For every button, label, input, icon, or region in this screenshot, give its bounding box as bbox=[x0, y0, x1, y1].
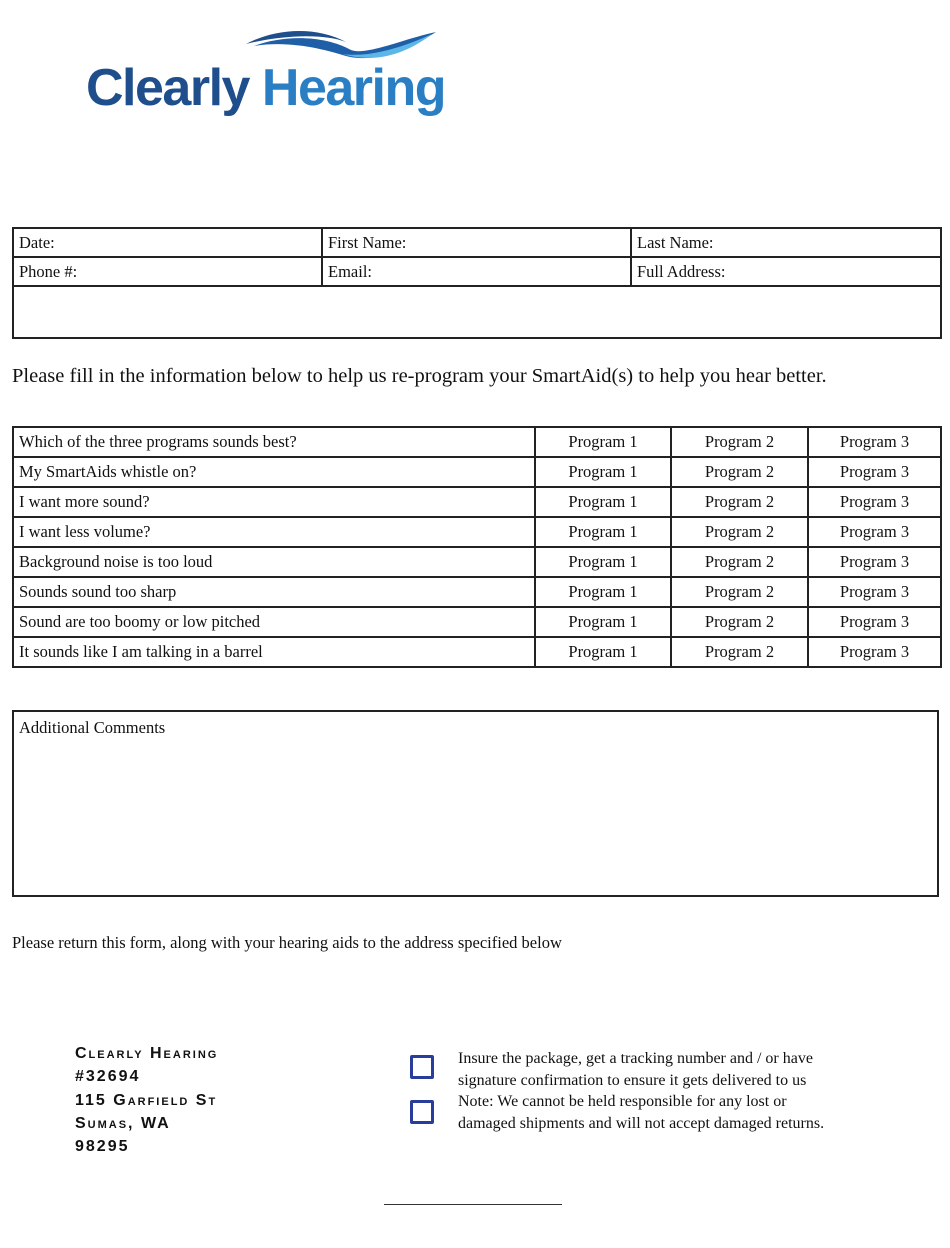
phone-field[interactable] bbox=[13, 257, 322, 286]
insure-package-checkbox[interactable] bbox=[410, 1055, 434, 1079]
program-2-option[interactable]: Program 2 bbox=[671, 637, 808, 667]
address-line-company: Clearly Hearing bbox=[75, 1045, 219, 1062]
phone-label: Phone #: bbox=[19, 261, 78, 281]
program-1-option[interactable]: Program 1 bbox=[535, 457, 671, 487]
program-questions-table bbox=[12, 426, 942, 668]
address-line-zip: 98295 bbox=[75, 1138, 130, 1156]
signature-line bbox=[384, 1204, 562, 1205]
info-row-2 bbox=[13, 257, 941, 286]
program-3-option[interactable]: Program 3 bbox=[808, 517, 941, 547]
customer-info-table bbox=[12, 227, 942, 339]
question-label: My SmartAids whistle on? bbox=[13, 457, 535, 487]
first-name-label: First Name: bbox=[328, 232, 407, 252]
program-question-row bbox=[13, 547, 941, 577]
program-question-row bbox=[13, 457, 941, 487]
program-question-row bbox=[13, 607, 941, 637]
program-2-option[interactable]: Program 2 bbox=[671, 487, 808, 517]
shipping-note-line-2: signature confirmation to ensure it gets delivered to us bbox=[458, 1071, 807, 1089]
wave-logo-icon bbox=[246, 28, 436, 62]
program-question-row bbox=[13, 577, 941, 607]
program-question-row bbox=[13, 487, 941, 517]
program-question-row bbox=[13, 427, 941, 457]
address-line-suite: #32694 bbox=[75, 1068, 141, 1086]
question-label: Which of the three programs sounds best? bbox=[13, 427, 535, 457]
shipping-note-line-3: Note: We cannot be held responsible for any lost or bbox=[458, 1093, 787, 1110]
program-3-option[interactable]: Program 3 bbox=[808, 427, 941, 457]
logo-text bbox=[86, 58, 445, 118]
last-name-field[interactable] bbox=[631, 228, 941, 257]
clearly-hearing-logo bbox=[86, 28, 456, 120]
question-label: It sounds like I am talking in a barrel bbox=[13, 637, 535, 667]
return-instructions: Please return this form, along with your hearing aids to the address specified below bbox=[12, 933, 562, 952]
first-name-field[interactable] bbox=[322, 228, 631, 257]
date-label: Date: bbox=[19, 232, 55, 252]
email-label: Email: bbox=[328, 261, 372, 281]
liability-note-checkbox[interactable] bbox=[410, 1100, 434, 1124]
program-1-option[interactable]: Program 1 bbox=[535, 427, 671, 457]
question-label: Sound are too boomy or low pitched bbox=[13, 607, 535, 637]
return-address bbox=[75, 1042, 218, 1158]
program-3-option[interactable]: Program 3 bbox=[808, 487, 941, 517]
logo-text-clearly: Clearly bbox=[86, 59, 249, 117]
program-3-option[interactable]: Program 3 bbox=[808, 547, 941, 577]
program-2-option[interactable]: Program 2 bbox=[671, 457, 808, 487]
program-3-option[interactable]: Program 3 bbox=[808, 457, 941, 487]
program-3-option[interactable]: Program 3 bbox=[808, 577, 941, 607]
program-1-option[interactable]: Program 1 bbox=[535, 487, 671, 517]
program-1-option[interactable]: Program 1 bbox=[535, 577, 671, 607]
full-address-label: Full Address: bbox=[637, 261, 726, 281]
program-1-option[interactable]: Program 1 bbox=[535, 637, 671, 667]
program-1-option[interactable]: Program 1 bbox=[535, 517, 671, 547]
email-field[interactable] bbox=[322, 257, 631, 286]
program-2-option[interactable]: Program 2 bbox=[671, 517, 808, 547]
date-field[interactable] bbox=[13, 228, 322, 257]
program-question-row bbox=[13, 637, 941, 667]
last-name-label: Last Name: bbox=[637, 232, 714, 252]
question-label: Sounds sound too sharp bbox=[13, 577, 535, 607]
full-address-field[interactable] bbox=[631, 257, 941, 286]
shipping-note-line-4: damaged shipments and will not accept damaged returns. bbox=[458, 1114, 825, 1132]
info-row-3 bbox=[13, 286, 941, 338]
program-2-option[interactable]: Program 2 bbox=[671, 577, 808, 607]
program-2-option[interactable]: Program 2 bbox=[671, 607, 808, 637]
program-2-option[interactable]: Program 2 bbox=[671, 427, 808, 457]
additional-comments-box[interactable] bbox=[12, 710, 939, 897]
info-row-1 bbox=[13, 228, 941, 257]
question-label: Background noise is too loud bbox=[13, 547, 535, 577]
question-label: I want more sound? bbox=[13, 487, 535, 517]
program-1-option[interactable]: Program 1 bbox=[535, 547, 671, 577]
logo-text-hearing: Hearing bbox=[261, 59, 446, 117]
program-1-option[interactable]: Program 1 bbox=[535, 607, 671, 637]
program-3-option[interactable]: Program 3 bbox=[808, 637, 941, 667]
address-line-city: Sumas, WA bbox=[75, 1114, 171, 1132]
shipping-note-line-1: Insure the package, get a tracking number and / or have bbox=[458, 1050, 813, 1067]
address-entry-area[interactable] bbox=[13, 286, 941, 338]
program-question-row bbox=[13, 517, 941, 547]
program-3-option[interactable]: Program 3 bbox=[808, 607, 941, 637]
shipping-notes bbox=[458, 1048, 824, 1134]
address-line-street: 115 Garfield St bbox=[75, 1091, 218, 1109]
additional-comments-label: Additional Comments bbox=[19, 718, 166, 737]
program-2-option[interactable]: Program 2 bbox=[671, 547, 808, 577]
question-label: I want less volume? bbox=[13, 517, 535, 547]
intro-text: Please fill in the information below to help us re-program your SmartAid(s) to help you hear better. bbox=[12, 365, 827, 387]
